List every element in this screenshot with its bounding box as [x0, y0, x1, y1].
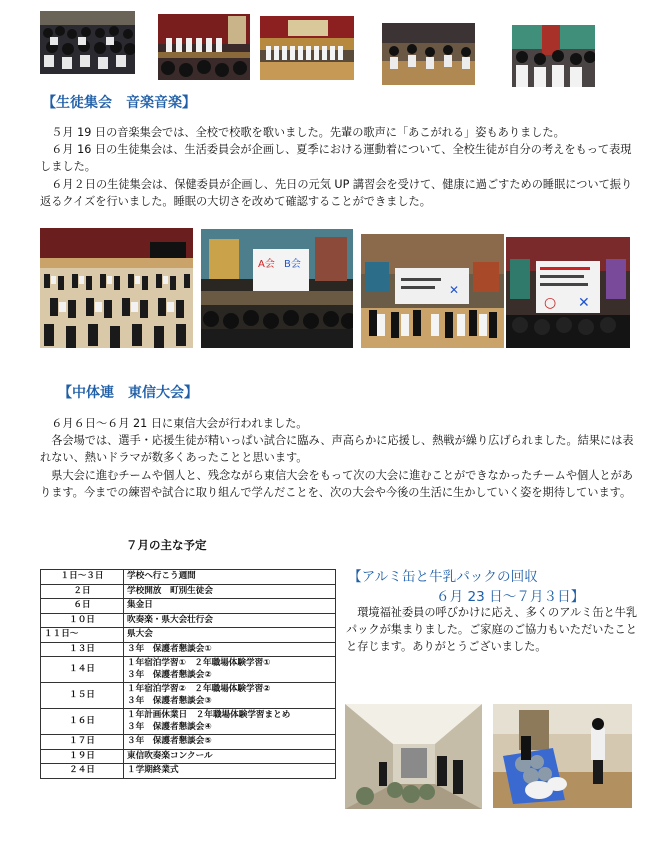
schedule-event: ３年 保護者懇談会⑤ — [127, 736, 212, 746]
section-body-sports-meet — [40, 415, 638, 501]
photo-song-assembly-stage — [158, 14, 250, 80]
schedule-event: ３年 保護者懇談会① — [127, 643, 212, 654]
schedule-row — [41, 584, 336, 599]
schedule-date: ２４日 — [41, 764, 124, 779]
schedule-date: １４日 — [41, 657, 124, 683]
recycle-heading: 【アルミ缶と牛乳パックの回収 — [348, 569, 538, 585]
quiz-cross-mark: ✕ — [578, 295, 590, 311]
schedule-date: １３日 — [41, 642, 124, 657]
paragraph: ６月 16 日の生徒集会は、生活委員会が企画し、夏季における運動着について、全校生徒が自分の考えをもって表現しました。 — [40, 143, 632, 174]
schedule-events — [124, 749, 336, 764]
schedule-event: 東信吹奏楽コンクール — [127, 750, 213, 761]
schedule-date: ２日 — [41, 584, 124, 599]
paragraph: ６月６日～６月 21 日に東信大会が行われました。 — [40, 417, 308, 430]
schedule-row — [41, 642, 336, 657]
schedule-date: １日～３日 — [41, 570, 124, 585]
schedule-date: １１日～ — [41, 628, 124, 643]
section-body-assembly — [40, 124, 638, 210]
schedule-events — [124, 613, 336, 628]
photo-assembly-slide-ab — [201, 229, 353, 348]
schedule-title: ７月の主な予定 — [126, 538, 207, 552]
schedule-row — [41, 683, 336, 709]
schedule-row — [41, 749, 336, 764]
schedule-events — [124, 642, 336, 657]
quiz-circle-mark: ○ — [544, 295, 557, 311]
schedule-event: 学校開放 町別生徒会 — [127, 585, 213, 596]
section-heading-sports-meet: 【中体連 東信大会】 — [58, 385, 198, 401]
schedule-date: １５日 — [41, 683, 124, 709]
schedule-event: １年宿泊学習② ２年職場体験学習② — [127, 684, 271, 694]
schedule-event: 学校へ行こう週間 — [127, 571, 196, 581]
photo-song-assembly-hall — [260, 16, 354, 80]
schedule-events — [124, 683, 336, 709]
schedule-row — [41, 657, 336, 683]
paragraph: ５月 19 日の音楽集会では、全校で校歌を歌いました。先輩の歌声に「あこがれる」姿もありました。 — [40, 126, 565, 139]
schedule-row — [41, 764, 336, 779]
paragraph: 県大会に進むチームや個人と、残念ながら東信大会をもって次の大会に進むことができなかったチームや個人とがあります。今までの練習や試合に取り組んで学んだことを、次の大会や今後の生活に生かしていく姿を期待しています。 — [40, 468, 633, 499]
schedule-events — [124, 735, 336, 750]
photo-song-assembly-band — [382, 23, 475, 85]
schedule-date: １０日 — [41, 613, 124, 628]
schedule-event: 吹奏楽・県大会壮行会 — [127, 614, 213, 625]
schedule-date: １９日 — [41, 749, 124, 764]
paragraph: 各会場では、選手・応援生徒が精いっぱい試合に臨み、声高らかに応援し、熱戦が繰り広げられました。結果には表れない、熱いドラマが数多くあったことと思います。 — [40, 434, 634, 465]
schedule-event: １年宿泊学習① ２年職場体験学習① — [127, 658, 271, 668]
schedule-row — [41, 599, 336, 614]
schedule-events — [124, 584, 336, 599]
schedule-row — [41, 613, 336, 628]
schedule-table — [40, 569, 336, 779]
recycle-date: ６月 23 日～７月３日】 — [436, 589, 585, 605]
schedule-event: ３年 保護者懇談会③ — [127, 695, 212, 706]
photo-song-assembly-students — [512, 25, 595, 87]
schedule-date: １７日 — [41, 735, 124, 750]
schedule-events — [124, 570, 336, 585]
slide-a-label: A会 — [258, 259, 275, 270]
section-heading-assembly: 【生徒集会 音楽音楽】 — [42, 95, 196, 111]
schedule-events — [124, 628, 336, 643]
recycle-body: 環境福祉委員の呼びかけに応え、多くのアルミ缶と牛乳パックが集まりました。ご家庭のご協力もいただいたことと存じます。ありがとうございました。 — [346, 606, 638, 653]
schedule-row — [41, 570, 336, 585]
photo-recycle-cans — [493, 704, 632, 808]
quiz-cross-mark: ✕ — [449, 283, 460, 297]
photo-assembly-gym-lines — [40, 228, 193, 348]
schedule-event: 県大会 — [127, 629, 153, 639]
schedule-event: ３年 保護者懇談会④ — [127, 721, 212, 732]
schedule-events — [124, 599, 336, 614]
schedule-row — [41, 735, 336, 750]
schedule-events — [124, 657, 336, 683]
schedule-event: １年計画休業日 ２年職場体験学習まとめ — [127, 710, 291, 720]
photo-recycle-hallway — [345, 704, 482, 809]
schedule-row — [41, 709, 336, 735]
schedule-event: １学期終業式 — [127, 765, 179, 775]
schedule-row — [41, 628, 336, 643]
schedule-events — [124, 709, 336, 735]
schedule-event: ３年 保護者懇談会② — [127, 669, 212, 680]
schedule-event: 集金日 — [127, 600, 153, 610]
schedule-events — [124, 764, 336, 779]
schedule-date: １６日 — [41, 709, 124, 735]
paragraph: ６月２日の生徒集会は、保健委員が企画し、先日の元気 UP 講習会を受けて、健康に過ごすための睡眠について振り返るクイズを行いました。睡眠の大切さを改めて確認することができました。 — [40, 177, 633, 208]
photo-assembly-quiz-screen — [361, 234, 504, 348]
photo-assembly-quiz-answer — [506, 237, 630, 348]
schedule-date: ６日 — [41, 599, 124, 614]
slide-b-label: B会 — [284, 259, 301, 270]
photo-song-assembly-choir — [40, 11, 135, 74]
